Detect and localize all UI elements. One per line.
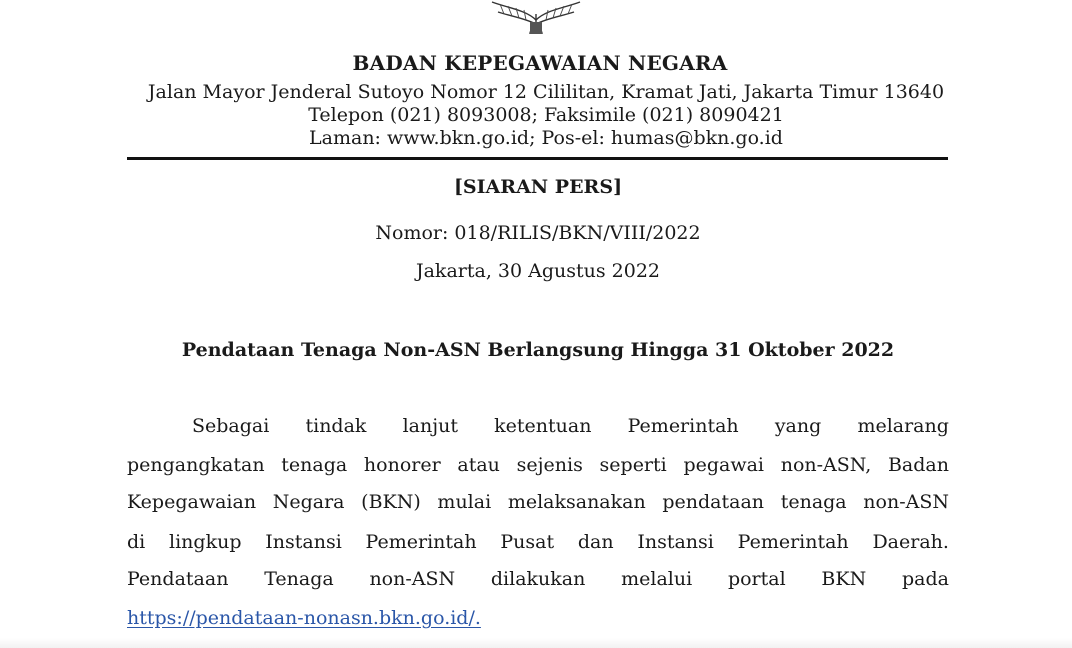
body-word: Pemerintah (737, 531, 849, 553)
body-word: Kepegawaian (127, 491, 257, 513)
body-word: non-ASN, (780, 454, 872, 476)
body-word: Instansi (637, 531, 714, 553)
body-word: portal (727, 568, 786, 590)
body-word: Pemerintah (365, 531, 477, 553)
body-word: Instansi (265, 531, 342, 553)
body-word: dan (577, 531, 614, 553)
body-word: Badan (887, 454, 949, 476)
body-word: seperti (599, 454, 667, 476)
body-word: melalui (621, 568, 693, 590)
body-word: melaksanakan (507, 491, 646, 513)
body-word: dilakukan (490, 568, 586, 590)
body-word: BKN (821, 568, 867, 590)
body-word: honorer (363, 454, 441, 476)
body-word: pendataan (662, 491, 765, 513)
website-email-line: Laman: www.bkn.go.id; Pos-el: humas@bkn.go.id (309, 127, 783, 149)
body-line-4 (127, 530, 949, 554)
body-word: sejenis (516, 454, 583, 476)
body-word: Tenaga (264, 568, 334, 590)
phone-fax-line: Telepon (021) 8093008; Faksimile (021) 8090421 (308, 104, 784, 126)
body-word: atau (457, 454, 500, 476)
body-word: Pendataan (127, 568, 229, 590)
body-word: Pusat (500, 531, 555, 553)
body-line-6 (127, 606, 949, 630)
body-word: tenaga (780, 491, 847, 513)
pendataan-portal-link[interactable]: https://pendataan-nonasn.bkn.go.id/. (127, 607, 481, 629)
body-word: non-ASN (863, 491, 949, 513)
body-word: ketentuan (494, 415, 592, 437)
body-word: pegawai (683, 454, 765, 476)
letterhead-divider (127, 157, 948, 160)
body-word: tindak (305, 415, 367, 437)
body-word: lingkup (169, 531, 242, 553)
body-word: lanjut (402, 415, 458, 437)
press-release-label: [SIARAN PERS] (453, 176, 623, 198)
release-date: Jakarta, 30 Agustus 2022 (415, 260, 660, 282)
body-word: Daerah. (872, 531, 949, 553)
body-word: pada (901, 568, 949, 590)
release-headline: Pendataan Tenaga Non-ASN Berlangsung Hingga 31 Oktober 2022 (181, 339, 895, 361)
body-word: di (127, 531, 146, 553)
address-line: Jalan Mayor Jenderal Sutoyo Nomor 12 Cililitan, Kramat Jati, Jakarta Timur 13640 (147, 81, 945, 103)
body-word: yang (774, 415, 822, 437)
organization-name: BADAN KEPEGAWAIAN NEGARA (352, 51, 728, 75)
garuda-emblem-icon (486, 0, 586, 34)
body-line-2 (127, 453, 949, 477)
body-word: Negara (272, 491, 345, 513)
body-word: (BKN) (361, 491, 421, 513)
body-word: non-ASN (369, 568, 456, 590)
body-word: melarang (857, 415, 949, 437)
body-word: mulai (437, 491, 492, 513)
body-word: Sebagai (192, 415, 270, 437)
body-line-1 (192, 414, 949, 438)
body-line-3 (127, 490, 949, 514)
page-bottom-edge (0, 638, 1072, 648)
body-word: pengangkatan (127, 454, 265, 476)
release-number: Nomor: 018/RILIS/BKN/VIII/2022 (375, 222, 701, 244)
body-word: tenaga (281, 454, 348, 476)
body-word: Pemerintah (627, 415, 739, 437)
body-line-5 (127, 567, 949, 591)
